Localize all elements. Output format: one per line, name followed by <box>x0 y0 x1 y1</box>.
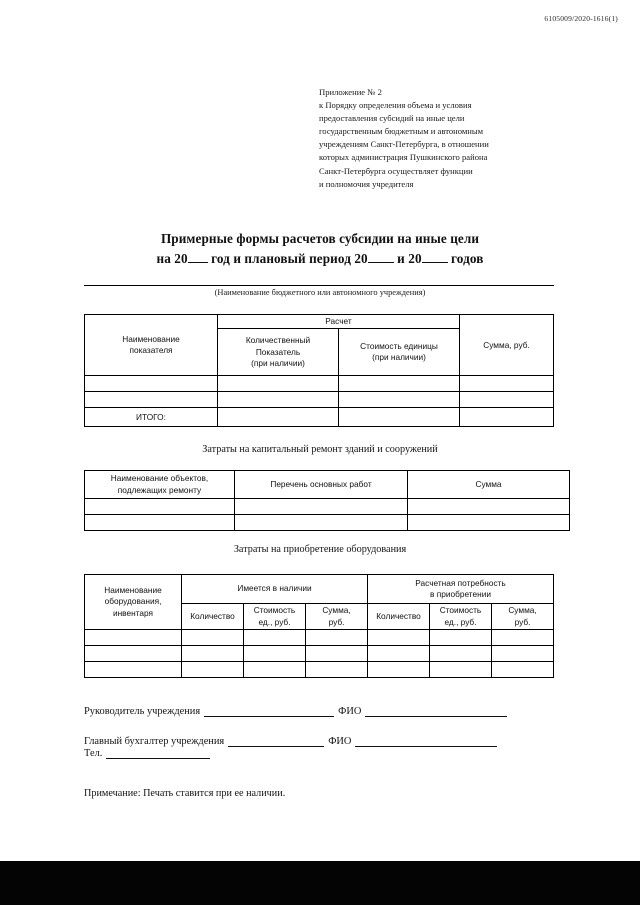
header-unit-cost <box>339 329 460 376</box>
header-group-needed <box>368 575 554 604</box>
appendix-line-5: учреждениям Санкт-Петербурга, в отношении <box>319 139 489 150</box>
header-needed-sum-line2: руб. <box>514 616 531 627</box>
cell-available-unit-cost[interactable] <box>244 662 306 678</box>
total-label: ИТОГО: <box>85 408 218 427</box>
cell-sum[interactable] <box>460 392 554 408</box>
appendix-line-4: государственным бюджетным и автономным <box>319 126 484 137</box>
header-equipment-name-line1: Наименование <box>104 584 162 595</box>
table-subsidy-calculation <box>84 314 554 427</box>
signature-accountant-fio-label: ФИО <box>328 736 352 747</box>
table-capital-repair-costs <box>84 470 570 531</box>
cell-repair-sum[interactable] <box>408 499 570 515</box>
table-row <box>85 376 554 392</box>
signature-head-fio-label: ФИО <box>338 706 362 717</box>
header-available-sum <box>306 604 368 630</box>
cell-needed-sum[interactable] <box>492 662 554 678</box>
cell-repair-sum[interactable] <box>408 515 570 531</box>
header-equipment-name <box>85 575 182 630</box>
header-available-quantity: Количество <box>182 604 244 630</box>
header-sum-rub: Сумма, руб. <box>460 315 554 376</box>
table-row-header <box>85 315 554 329</box>
header-group-needed-line1: Расчетная потребность <box>415 577 506 588</box>
organization-name-caption: (Наименование бюджетного или автономного учреждения) <box>214 288 426 297</box>
cell-unit-cost[interactable] <box>339 376 460 392</box>
phone-label: Тел. <box>84 748 103 759</box>
header-needed-unit-cost <box>430 604 492 630</box>
title-years-suffix: годов <box>451 251 484 266</box>
cell-needed-sum[interactable] <box>492 630 554 646</box>
header-available-sum-line2: руб. <box>328 616 345 627</box>
table-row <box>85 499 570 515</box>
cell-equipment-name[interactable] <box>85 662 182 678</box>
table-row <box>85 630 554 646</box>
cell-needed-sum[interactable] <box>492 646 554 662</box>
header-quantity-line2: Показатель <box>255 346 301 357</box>
appendix-line-1: Приложение № 2 <box>319 87 382 97</box>
appendix-line-6: которых администрация Пушкинского района <box>319 152 488 163</box>
organization-name-rule <box>84 285 554 286</box>
header-available-unit-cost <box>244 604 306 630</box>
cell-quantity[interactable] <box>218 376 339 392</box>
cell-repair-object[interactable] <box>85 515 235 531</box>
header-unit-cost-line1: Стоимость единицы <box>360 341 438 351</box>
table-row-header <box>85 471 570 499</box>
header-calculation: Расчет <box>218 315 460 329</box>
header-quantity-line1: Количественный <box>245 335 311 346</box>
cell-equipment-name[interactable] <box>85 630 182 646</box>
year-blank-3 <box>422 262 448 263</box>
appendix-line-8: и полномочия учредителя <box>319 178 414 189</box>
cell-repair-works[interactable] <box>235 515 408 531</box>
signature-head-fio-line[interactable] <box>365 706 507 717</box>
cell-available-unit-cost[interactable] <box>244 630 306 646</box>
year-blank-1 <box>188 262 208 263</box>
table-row <box>85 646 554 662</box>
cell-unit-cost[interactable] <box>339 392 460 408</box>
header-needed-quantity: Количество <box>368 604 430 630</box>
cell-available-unit-cost[interactable] <box>244 646 306 662</box>
appendix-line-7: Санкт-Петербурга осуществляет функции <box>319 165 473 176</box>
scan-artifact-band <box>0 861 640 905</box>
header-needed-sum <box>492 604 554 630</box>
cell-needed-unit-cost[interactable] <box>430 646 492 662</box>
document-note: Примечание: Печать ставится при ее наличии. <box>84 788 286 799</box>
cell-needed-unit-cost[interactable] <box>430 662 492 678</box>
cell-total-sum[interactable] <box>460 408 554 427</box>
signature-area <box>84 706 564 759</box>
document-title <box>0 229 640 269</box>
title-and-text: и 20 <box>397 251 422 266</box>
signature-row-phone <box>84 748 564 759</box>
cell-available-quantity[interactable] <box>182 646 244 662</box>
header-group-needed-line2: в приобретении <box>430 589 491 599</box>
header-available-sum-line1: Сумма, <box>322 605 351 616</box>
signature-accountant-line[interactable] <box>228 736 324 747</box>
header-equipment-name-line2: оборудования, <box>104 596 162 607</box>
table-row-total <box>85 408 554 427</box>
table-row <box>85 662 554 678</box>
signature-head-label: Руководитель учреждения <box>84 706 201 717</box>
cell-needed-quantity[interactable] <box>368 662 430 678</box>
header-repair-objects-line1: Наименование объектов, <box>110 473 209 484</box>
table-row <box>85 392 554 408</box>
header-group-available: Имеется в наличии <box>182 575 368 604</box>
header-unit-cost-line2: (при наличии) <box>372 352 426 363</box>
signature-accountant-label: Главный бухгалтер учреждения <box>84 736 225 747</box>
cell-equipment-name[interactable] <box>85 646 182 662</box>
cell-total-quantity[interactable] <box>218 408 339 427</box>
signature-row-accountant <box>84 736 564 747</box>
cell-total-unit-cost[interactable] <box>339 408 460 427</box>
title-year-prefix: на 20 <box>156 251 188 266</box>
header-indicator-name-line1: Наименование <box>122 333 180 344</box>
signature-row-head <box>84 706 564 717</box>
signature-accountant-fio-line[interactable] <box>355 736 497 747</box>
header-repair-objects-line2: подлежащих ремонту <box>117 484 202 495</box>
cell-sum[interactable] <box>460 376 554 392</box>
cell-needed-quantity[interactable] <box>368 630 430 646</box>
section-heading-capital-repair: Затраты на капитальный ремонт зданий и сооружений <box>202 444 438 455</box>
title-period-text: год и плановый период 20 <box>211 251 368 266</box>
header-indicator-name-line2: показателя <box>129 345 173 356</box>
table-row <box>85 515 570 531</box>
header-repair-sum: Сумма <box>408 471 570 499</box>
section-heading-equipment-purchase: Затраты на приобретение оборудования <box>233 544 407 555</box>
cell-available-sum[interactable] <box>306 630 368 646</box>
header-needed-unit-cost-line1: Стоимость <box>439 605 482 616</box>
header-indicator-name <box>85 315 218 376</box>
header-needed-sum-line1: Сумма, <box>508 605 537 616</box>
cell-quantity[interactable] <box>218 392 339 408</box>
header-needed-unit-cost-line2: ед., руб. <box>444 616 477 627</box>
appendix-line-3: предоставления субсидий на иные цели <box>319 113 465 124</box>
cell-indicator-name[interactable] <box>85 392 218 408</box>
header-available-unit-cost-line1: Стоимость <box>253 605 296 616</box>
appendix-reference-block <box>319 86 587 191</box>
cell-repair-works[interactable] <box>235 499 408 515</box>
appendix-line-2: к Порядку определения объема и условия <box>319 100 472 111</box>
header-quantity-indicator <box>218 329 339 376</box>
phone-line[interactable] <box>106 748 210 759</box>
cell-needed-unit-cost[interactable] <box>430 630 492 646</box>
table-equipment-costs <box>84 574 554 678</box>
header-repair-works: Перечень основных работ <box>235 471 408 499</box>
cell-available-quantity[interactable] <box>182 630 244 646</box>
header-available-unit-cost-line2: ед., руб. <box>258 616 291 627</box>
document-title-line2 <box>0 249 640 269</box>
cell-available-sum[interactable] <box>306 662 368 678</box>
header-quantity-line3: (при наличии) <box>251 358 305 369</box>
cell-available-quantity[interactable] <box>182 662 244 678</box>
header-equipment-name-line3: инвентаря <box>112 607 154 618</box>
header-repair-objects <box>85 471 235 499</box>
cell-needed-quantity[interactable] <box>368 646 430 662</box>
table-row-header-group <box>85 575 554 604</box>
cell-available-sum[interactable] <box>306 646 368 662</box>
year-blank-2 <box>368 262 394 263</box>
cell-repair-object[interactable] <box>85 499 235 515</box>
signature-head-line[interactable] <box>204 706 334 717</box>
cell-indicator-name[interactable] <box>85 376 218 392</box>
document-title-line1: Примерные формы расчетов субсидии на иные цели <box>160 231 480 246</box>
scan-header-code: 6105009/2020-1616(1) <box>544 14 618 23</box>
